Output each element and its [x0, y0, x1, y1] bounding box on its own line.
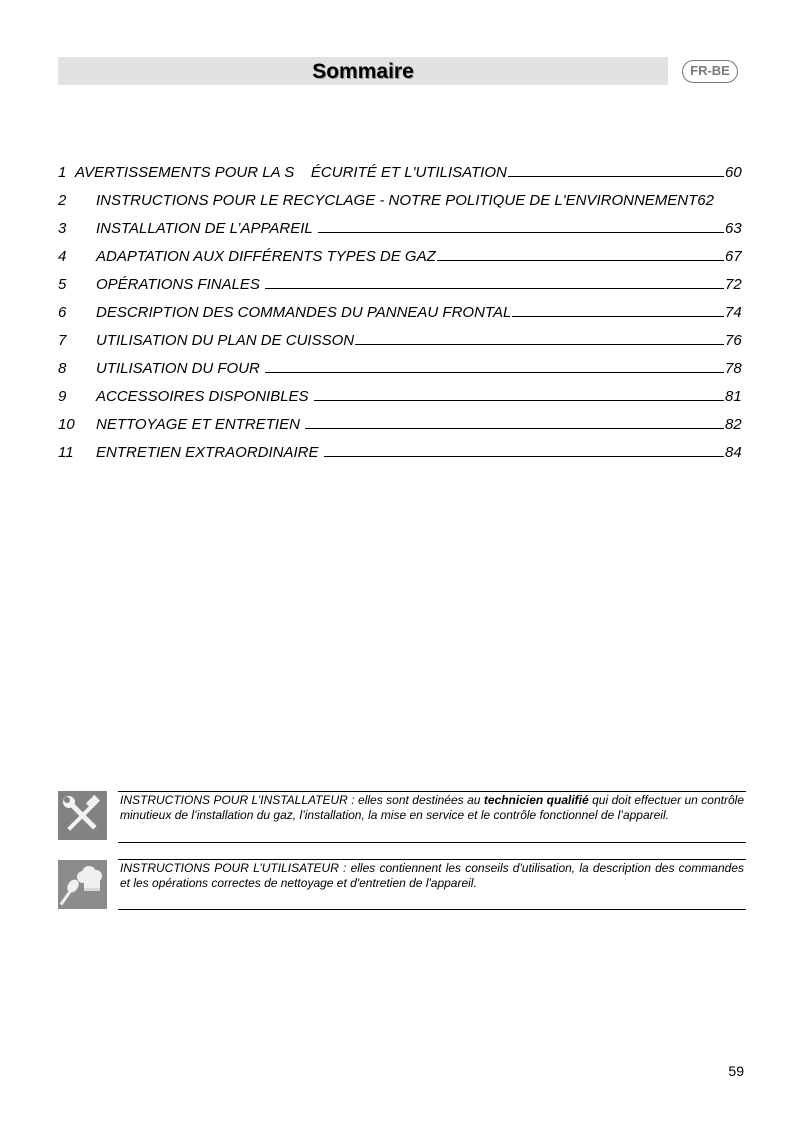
toc-entry-title: AVERTISSEMENTS POUR LA S ÉCURITÉ ET L'UTILISATION — [75, 164, 507, 181]
toc-entry-number: 11 — [58, 444, 74, 461]
toc-entry-number: 1 — [58, 164, 67, 181]
page-number: 59 — [728, 1063, 744, 1079]
toc-entry-9[interactable] — [58, 383, 753, 411]
installer-instructions-note — [58, 791, 746, 843]
toc-entry-title: NETTOYAGE ET ENTRETIEN — [96, 416, 305, 433]
installer-instructions-text: INSTRUCTIONS POUR L’INSTALLATEUR : elles sont destinées au technicien qualifié qui doit effectuer un contrôle minutieux de l’installation du gaz, l’installation, la mise en service et le contrôle fonctionnel de l’appareil. — [118, 791, 746, 843]
toc-entry-page: 63 — [725, 220, 742, 237]
toc-entry-title: ENTRETIEN EXTRAORDINAIRE — [96, 444, 323, 461]
toc-entry-number: 4 — [58, 248, 67, 265]
toc-entry-4[interactable] — [58, 243, 753, 271]
toc-entry-2[interactable] — [58, 187, 753, 215]
toc-entry-title: UTILISATION DU PLAN DE CUISSON — [96, 332, 355, 349]
toc-entry-title: INSTRUCTIONS POUR LE RECYCLAGE - NOTRE POLITIQUE DE L'ENVIRONNEMENT — [96, 192, 698, 209]
toc-leader-line — [437, 246, 724, 261]
toc-entry-8[interactable] — [58, 355, 753, 383]
toc-leader-line — [512, 302, 724, 317]
user-instructions-text: INSTRUCTIONS POUR L’UTILISATEUR : elles contiennent les conseils d'utilisation, la description des commandes et les opérations correctes de nettoyage et d'entretien de l'appareil. — [118, 859, 746, 910]
toc-entry-title: ADAPTATION AUX DIFFÉRENTS TYPES DE GAZ — [96, 248, 436, 265]
toc-entry-6[interactable] — [58, 299, 753, 327]
toc-leader-line — [324, 442, 724, 457]
toc-entry-1[interactable] — [58, 159, 753, 187]
toc-entry-title: OPÉRATIONS FINALES — [96, 276, 265, 293]
toc-entry-page: 62 — [697, 192, 714, 209]
toc-entry-page: 67 — [725, 248, 742, 265]
toc-entry-number: 8 — [58, 360, 67, 377]
toc-entry-page: 78 — [725, 360, 742, 377]
toc-entry-number: 2 — [58, 192, 67, 209]
toc-entry-title: UTILISATION DU FOUR — [96, 360, 265, 377]
toc-entry-7[interactable] — [58, 327, 753, 355]
toc-entry-number: 9 — [58, 388, 67, 405]
chef-icon — [58, 860, 107, 909]
toc-entry-3[interactable] — [58, 215, 753, 243]
toc-entry-title: ACCESSOIRES DISPONIBLES — [96, 388, 313, 405]
toc-entry-number: 6 — [58, 304, 67, 321]
toc-leader-line — [305, 414, 724, 429]
toc-entry-page: 74 — [725, 304, 742, 321]
toc-entry-page: 84 — [725, 444, 742, 461]
toc-entry-11[interactable] — [58, 439, 753, 467]
toc-entry-title: INSTALLATION DE L’APPAREIL — [96, 220, 317, 237]
toc-entry-page: 82 — [725, 416, 742, 433]
toc-entry-10[interactable] — [58, 411, 753, 439]
toc-leader-line — [265, 274, 724, 289]
table-of-contents — [58, 159, 753, 469]
toc-leader-line — [318, 218, 724, 233]
toc-entry-number: 5 — [58, 276, 67, 293]
page-title: Sommaire — [312, 60, 414, 83]
toc-leader-line — [314, 386, 724, 401]
title-bar — [58, 57, 668, 85]
toc-entry-number: 3 — [58, 220, 67, 237]
language-badge: FR-BE — [682, 60, 738, 83]
toc-entry-5[interactable] — [58, 271, 753, 299]
toc-entry-number: 10 — [58, 416, 75, 433]
toc-entry-number: 7 — [58, 332, 67, 349]
toc-entry-page: 60 — [725, 164, 742, 181]
toc-leader-line — [355, 330, 724, 345]
user-instructions-note — [58, 859, 746, 910]
tools-icon — [58, 791, 107, 840]
toc-entry-page: 81 — [725, 388, 742, 405]
toc-leader-line — [508, 162, 724, 177]
toc-entry-page: 76 — [725, 332, 742, 349]
toc-leader-line — [265, 358, 724, 373]
toc-entry-page: 72 — [725, 276, 742, 293]
toc-entry-title: DESCRIPTION DES COMMANDES DU PANNEAU FRONTAL — [96, 304, 512, 321]
